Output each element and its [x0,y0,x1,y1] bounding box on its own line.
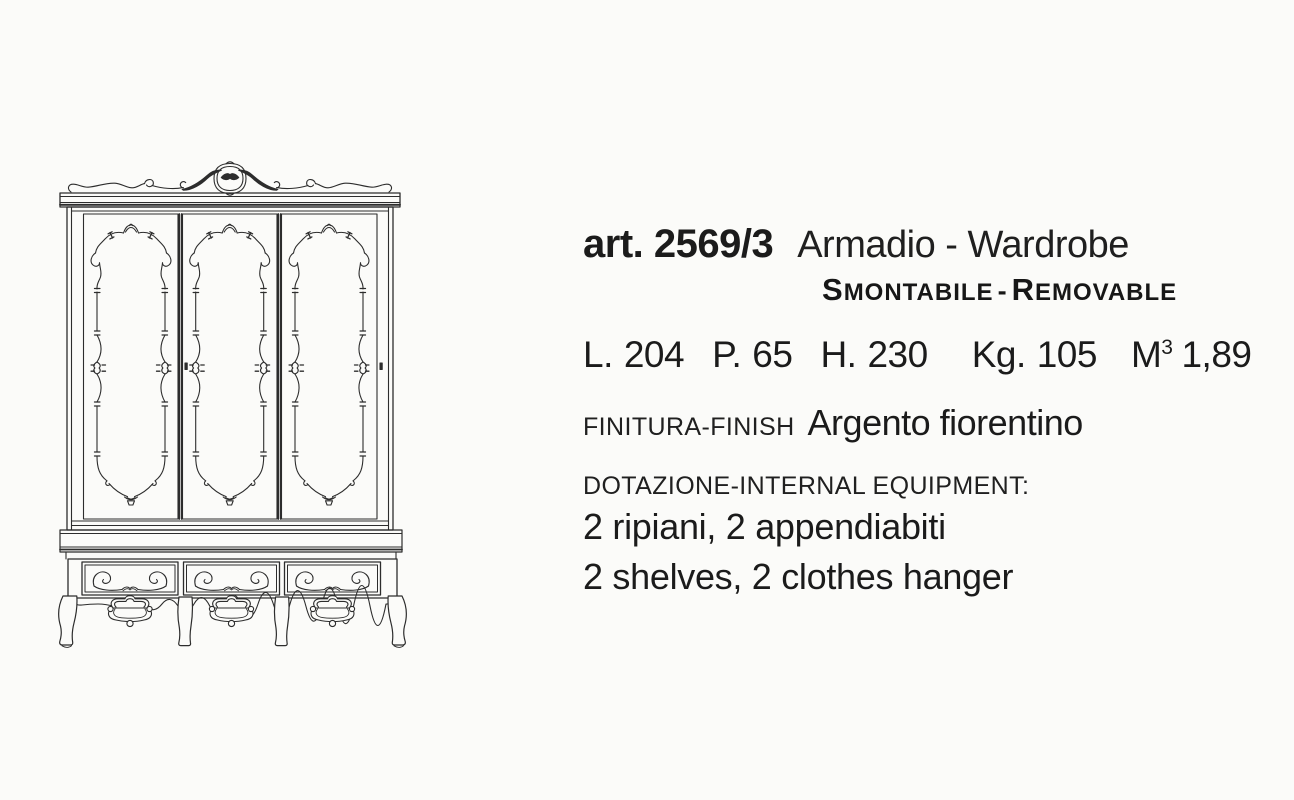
subtitle-separator: - [997,276,1008,306]
dimensions-row [583,334,1252,376]
wardrobe-crest [68,162,391,195]
product-name: Armadio - Wardrobe [797,224,1129,266]
wardrobe-doors [67,207,393,530]
wardrobe-base-moulding [60,530,402,559]
wardrobe-drawers [68,559,397,598]
dimension-length: L. 204 [583,334,685,375]
product-subtitle [822,272,1177,308]
title-row [583,222,1129,267]
wardrobe-apron-pendants [108,596,355,627]
wardrobe-line-drawing [40,140,460,680]
finish-label: FINITURA-FINISH [583,413,795,441]
dimension-volume: M $^3$ 1,89 [1130,334,1252,375]
article-number: art. 2569/3 [583,222,774,266]
subtitle-lead-2: R [1011,272,1035,307]
subtitle-lead-1: S [822,272,844,307]
subtitle-rest-1: MONTABILE [843,279,994,306]
keyhole [185,363,187,370]
dimension-weight: Kg. 105 [971,334,1097,375]
volume-exponent: 3 [1161,336,1173,359]
finish-row [583,402,1083,444]
subtitle-rest-2: EMOVABLE [1034,279,1178,306]
dimension-depth: P. 65 [712,334,793,375]
equipment-line-italian: 2 ripiani, 2 appendiabiti [583,506,946,547]
equipment-line-english: 2 shelves, 2 clothes hanger [583,556,1014,597]
equipment-label: DOTAZIONE-INTERNAL EQUIPMENT: [583,472,1030,500]
keyhole [380,363,382,370]
finish-value: Argento fiorentino [807,402,1083,443]
dimension-height: H. 230 [820,334,928,375]
